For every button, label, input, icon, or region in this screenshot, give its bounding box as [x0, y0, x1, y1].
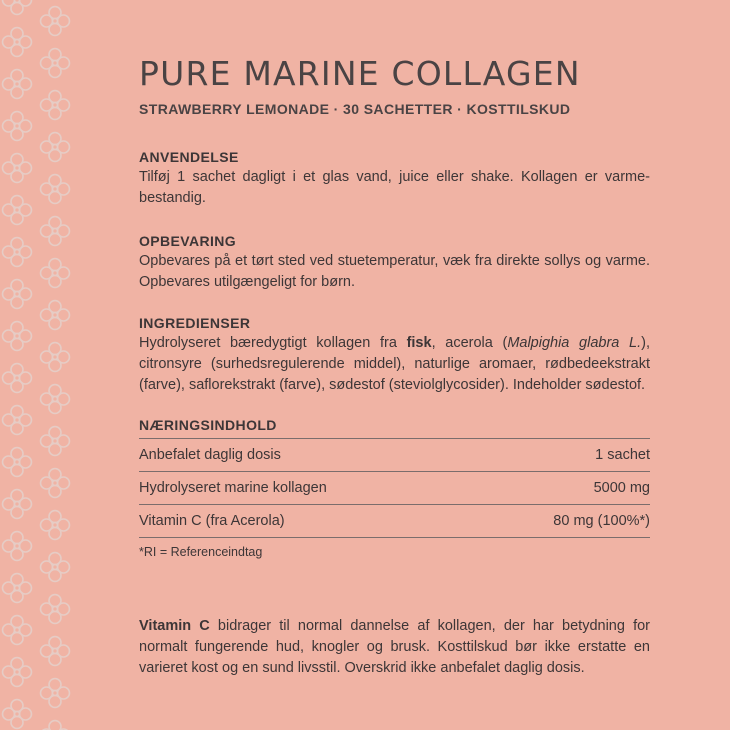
ingredients-part1: Hydrolyseret bæredygtigt kollagen fra: [139, 335, 407, 351]
clover-icon: [0, 403, 34, 437]
clover-icon: [0, 25, 34, 59]
clover-icon: [38, 424, 72, 458]
nutrition-label: Anbefalet daglig dosis: [139, 439, 476, 472]
clover-icon: [38, 382, 72, 416]
nutrition-label: Hydrolyseret marine kollagen: [139, 472, 476, 505]
clover-icon: [0, 109, 34, 143]
nutrition-row: [139, 439, 650, 472]
storage-section: [139, 232, 650, 293]
clover-icon: [0, 277, 34, 311]
clover-icon: [38, 4, 72, 38]
nutrition-footnote: *RI = Referenceindtag: [139, 545, 263, 559]
nutrition-label: Vitamin C (fra Acerola): [139, 505, 476, 538]
clover-icon: [0, 235, 34, 269]
nutrition-value: 1 sachet: [476, 439, 650, 472]
clover-icon: [38, 718, 72, 730]
clover-icon: [38, 46, 72, 80]
vitamin-c-claim: [139, 616, 650, 679]
clover-icon: [38, 676, 72, 710]
ingredients-section: [139, 314, 650, 396]
nutrition-table: [139, 438, 650, 538]
storage-text: Opbevares på et tørt sted ved stuetemperatur, væk fra direkte sollys og varme. Opbevares utilgængeligt for børn.: [139, 253, 650, 290]
storage-heading: OPBEVARING: [139, 233, 237, 249]
nutrition-row: [139, 505, 650, 538]
clover-icon: [38, 130, 72, 164]
nutrition-row: [139, 472, 650, 505]
claim-bold: Vitamin C: [139, 618, 210, 634]
clover-icon: [38, 256, 72, 290]
ingredients-heading: INGREDIENSER: [139, 315, 251, 331]
usage-heading: ANVENDELSE: [139, 149, 239, 165]
usage-text: Tilføj 1 sachet dagligt i et glas vand, juice eller shake. Kollagen er varme-bestandig.: [139, 169, 650, 206]
nutrition-section: [139, 416, 650, 559]
clover-icon: [0, 697, 34, 730]
ingredients-part3: ), citronsyre (surhedsregulerende middel), naturlige aromaer, rødbedeekstrakt (farve), saflorekstrakt (farve), sødestof (steviolglycosider). Indeholder sødestof.: [139, 335, 650, 393]
nutrition-value: 80 mg (100%*): [476, 505, 650, 538]
ingredients-text: [139, 333, 650, 396]
label-content: [139, 52, 651, 676]
clover-icon: [0, 655, 34, 689]
ingredients-part2: , acerola (: [431, 335, 508, 351]
usage-section: [139, 148, 650, 209]
clover-icon: [38, 592, 72, 626]
clover-icon: [0, 67, 34, 101]
clover-icon: [0, 613, 34, 647]
clover-icon: [38, 466, 72, 500]
clover-icon: [38, 298, 72, 332]
product-subtitle: STRAWBERRY LEMONADE · 30 SACHETTER · KOSTTILSKUD: [139, 101, 571, 117]
clover-icon: [38, 88, 72, 122]
ingredients-latin-name: Malpighia glabra L.: [507, 335, 642, 351]
clover-icon: [0, 529, 34, 563]
clover-icon: [0, 193, 34, 227]
nutrition-heading: NÆRINGSINDHOLD: [139, 417, 277, 433]
clover-icon: [0, 487, 34, 521]
clover-icon: [38, 214, 72, 248]
clover-icon: [0, 319, 34, 353]
clover-icon: [0, 151, 34, 185]
claim-text: bidrager til normal dannelse af kollagen, der har betydning for normalt fungerende hud, knogler og brusk. Kosttilskud bør ikke erstatte en varieret kost og en sund livsstil. Overskrid ikke anbefalet daglig dosis.: [139, 618, 651, 676]
clover-icon: [38, 172, 72, 206]
clover-icon: [38, 340, 72, 374]
product-title: PURE MARINE COLLAGEN: [139, 54, 581, 93]
decorative-pattern: [0, 0, 78, 730]
clover-icon: [38, 550, 72, 584]
clover-icon: [0, 361, 34, 395]
clover-icon: [0, 0, 34, 17]
nutrition-value: 5000 mg: [476, 472, 650, 505]
clover-icon: [0, 445, 34, 479]
clover-icon: [38, 508, 72, 542]
clover-icon: [0, 571, 34, 605]
clover-icon: [38, 634, 72, 668]
ingredients-allergen: fisk: [406, 335, 432, 351]
